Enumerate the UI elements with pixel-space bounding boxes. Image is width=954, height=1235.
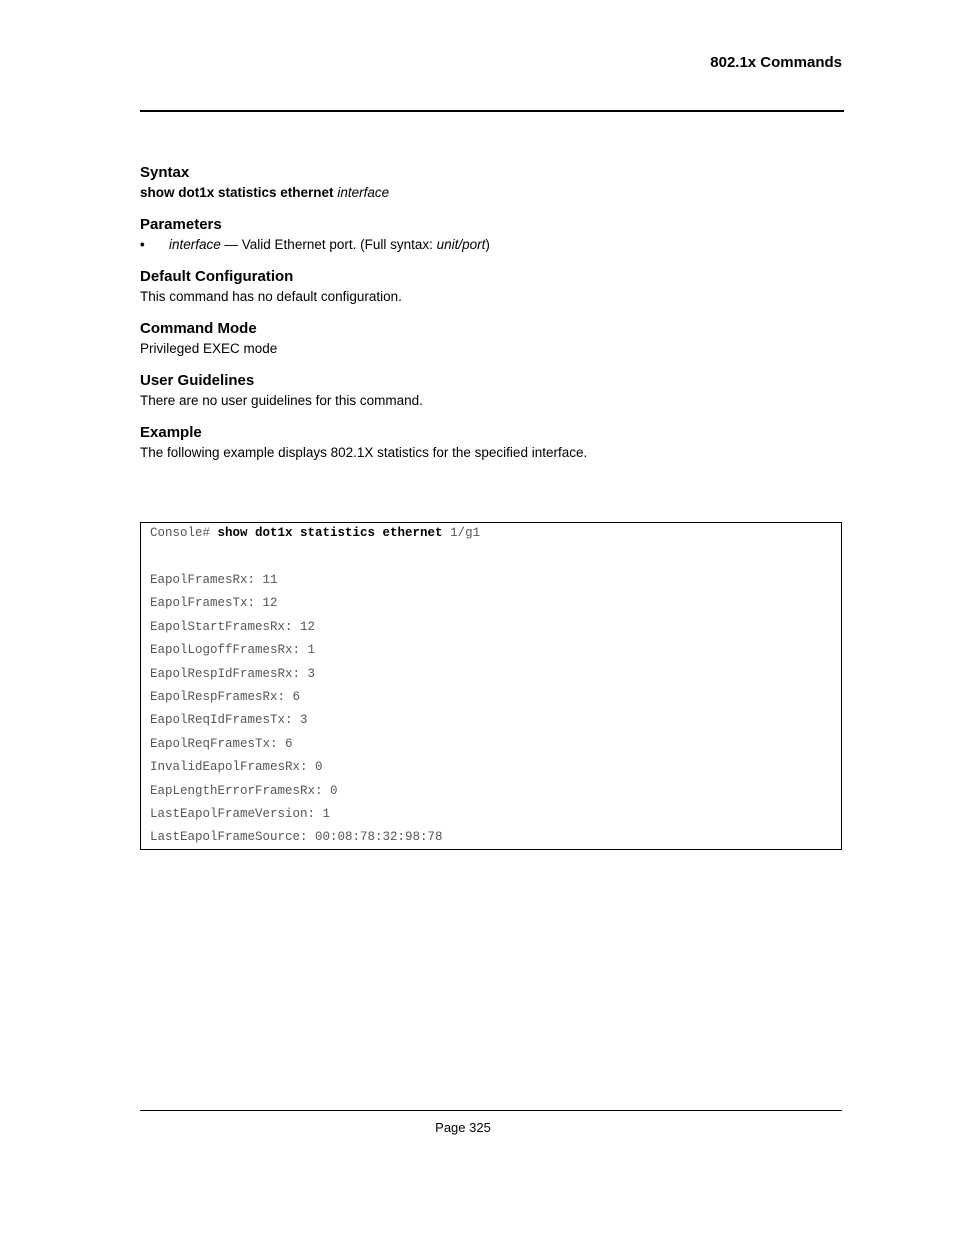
command-mode-section	[140, 320, 842, 358]
code-output-line: InvalidEapolFramesRx: 0	[150, 760, 323, 775]
parameter-name: interface	[169, 237, 221, 252]
example-body: The following example displays 802.1X statistics for the specified interface.	[140, 445, 588, 460]
code-output-line: EapolRespIdFramesRx: 3	[150, 666, 316, 681]
syntax-argument: interface	[337, 185, 390, 200]
code-output-line: EapolRespFramesRx: 6	[150, 690, 301, 704]
code-argument: 1/g1	[442, 526, 481, 540]
parameter-desc-suffix: )	[485, 237, 490, 252]
syntax-command: show dot1x statistics ethernet	[140, 185, 334, 200]
page-header-title: 802.1x Commands	[710, 54, 842, 71]
code-output-line: EapolStartFramesRx: 12	[150, 619, 316, 634]
document-body	[140, 164, 842, 476]
default-configuration-body: This command has no default configuration.	[140, 289, 402, 304]
default-configuration-section	[140, 268, 842, 306]
syntax-line	[140, 183, 842, 202]
command-mode-body: Privileged EXEC mode	[140, 341, 278, 356]
syntax-heading: Syntax	[140, 164, 190, 181]
default-configuration-heading: Default Configuration	[140, 268, 294, 285]
code-command: show dot1x statistics ethernet	[217, 526, 443, 540]
parameter-desc-prefix: — Valid Ethernet port. (Full syntax:	[220, 237, 437, 252]
user-guidelines-body: There are no user guidelines for this command.	[140, 393, 423, 408]
parameter-syntax-value: unit/port	[436, 237, 486, 252]
parameters-heading: Parameters	[140, 216, 222, 233]
header-divider	[140, 110, 844, 112]
example-section	[140, 424, 842, 462]
code-output-line: LastEapolFrameVersion: 1	[150, 807, 331, 821]
code-output-line: EapolReqFramesTx: 6	[150, 736, 293, 751]
code-output-line: EapolReqIdFramesTx: 3	[150, 713, 308, 728]
code-output-line: EapolFramesRx: 11	[150, 573, 278, 587]
code-output-line: LastEapolFrameSource: 00:08:78:32:98:78	[150, 830, 443, 845]
bullet-icon: •	[140, 237, 145, 252]
example-heading: Example	[140, 424, 202, 441]
user-guidelines-section	[140, 372, 842, 410]
footer-divider	[140, 1110, 842, 1111]
parameter-text	[169, 235, 490, 254]
parameters-section	[140, 216, 842, 254]
code-prompt: Console#	[150, 526, 218, 540]
code-output-line: EapolLogoffFramesRx: 1	[150, 643, 316, 658]
code-output-line: EapolFramesTx: 12	[150, 596, 278, 611]
page-number: Page 325	[435, 1120, 491, 1135]
syntax-section	[140, 164, 842, 202]
command-mode-heading: Command Mode	[140, 320, 257, 337]
code-output-line: EapLengthErrorFramesRx: 0	[150, 783, 338, 798]
code-command-line	[150, 526, 480, 540]
code-example-box	[140, 522, 842, 850]
user-guidelines-heading: User Guidelines	[140, 372, 255, 389]
parameter-item	[140, 235, 842, 254]
